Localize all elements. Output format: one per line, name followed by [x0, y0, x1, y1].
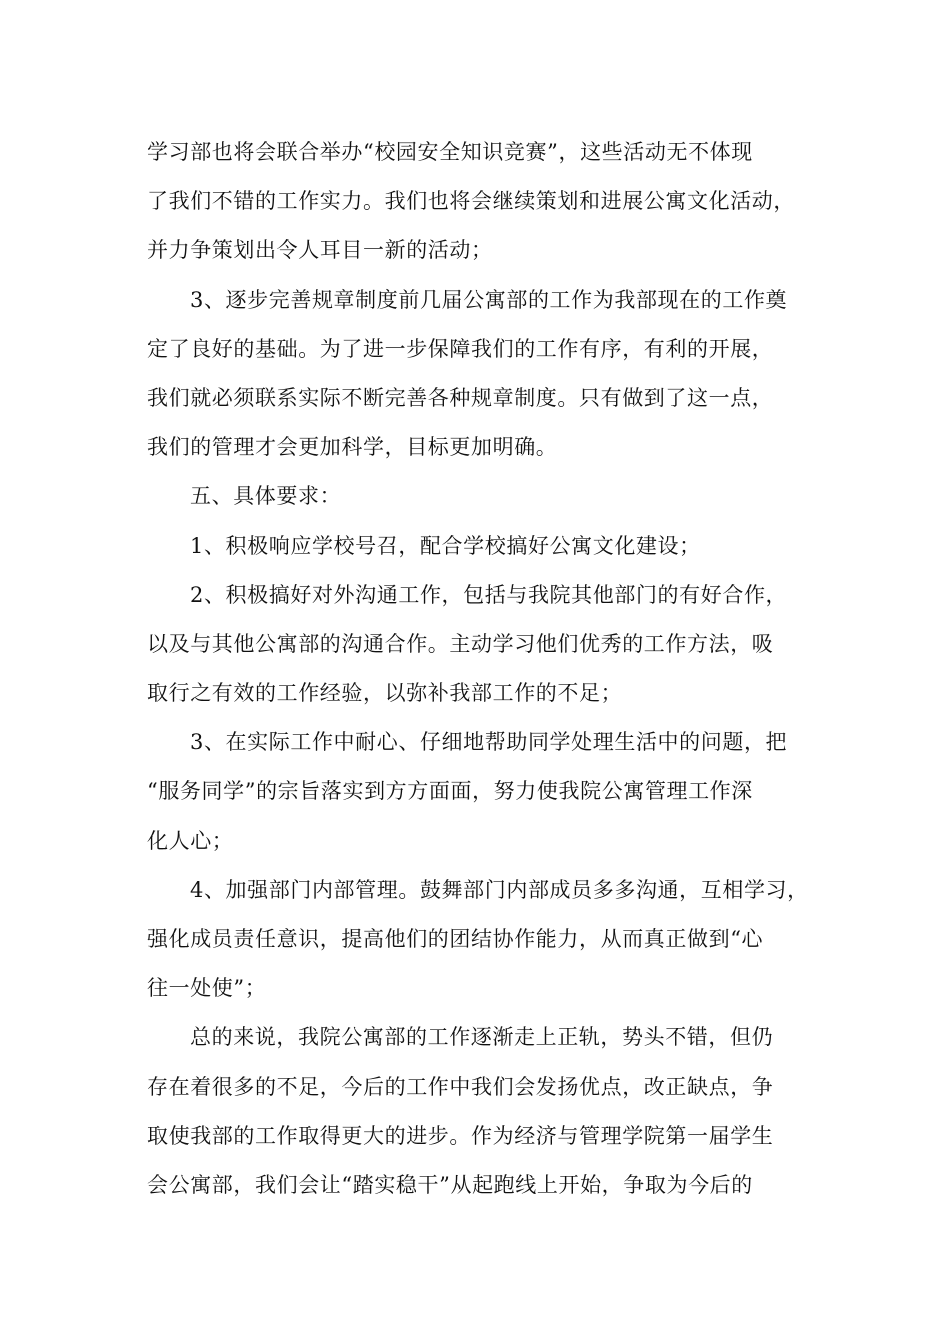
- text-line: 了我们不错的工作实力。我们也将会继续策划和进展公寓文化活动，: [147, 189, 795, 214]
- text-line: 3、逐步完善规章制度前几届公寓部的工作为我部现在的工作奠: [190, 287, 788, 312]
- text-line: 取行之有效的工作经验，以弥补我部工作的不足；: [147, 681, 623, 706]
- text-line: 我们就必须联系实际不断完善各种规章制度。只有做到了这一点，: [147, 385, 774, 410]
- text-line: 往一处使”；: [147, 976, 267, 1001]
- document-body: [147, 128, 847, 1210]
- text-line: 强化成员责任意识，提高他们的团结协作能力，从而真正做到“心: [147, 927, 764, 951]
- text-line: 定了良好的基础。为了进一步保障我们的工作有序，有利的开展，: [147, 336, 774, 361]
- text-line: 1、积极响应学校号召，配合学校搞好公寓文化建设；: [190, 533, 701, 558]
- text-line: 以及与其他公寓部的沟通合作。主动学习他们优秀的工作方法，吸: [147, 631, 774, 656]
- text-line: 4、加强部门内部管理。鼓舞部门内部成员多多沟通，互相学习，: [190, 877, 809, 902]
- text-line: 我们的管理才会更加科学，目标更加明确。: [147, 435, 558, 460]
- text-line: 会公寓部，我们会让“踏实稳干”从起跑线上开始，争取为今后的: [147, 1172, 753, 1197]
- text-line: 3、在实际工作中耐心、仔细地帮助同学处理生活中的问题，把: [190, 730, 788, 755]
- text-line: 学习部也将会联合举办“校园安全知识竞赛”，这些活动无不体现: [147, 140, 753, 164]
- text-line: 存在着很多的不足，今后的工作中我们会发扬优点，改正缺点，争: [147, 1074, 774, 1099]
- text-line: 并力争策划出令人耳目一新的活动；: [147, 238, 493, 263]
- section-heading: 五、具体要求：: [190, 484, 342, 509]
- text-line: “服务同学”的宗旨落实到方方面面，努力使我院公寓管理工作深: [147, 779, 753, 804]
- text-line: 取使我部的工作取得更大的进步。作为经济与管理学院第一届学生: [147, 1123, 774, 1148]
- text-line: 2、积极搞好对外沟通工作，包括与我院其他部门的有好合作，: [190, 582, 788, 607]
- text-line: 总的来说，我院公寓部的工作逐渐走上正轨，势头不错，但仍: [190, 1025, 774, 1050]
- text-line: 化人心；: [147, 828, 234, 853]
